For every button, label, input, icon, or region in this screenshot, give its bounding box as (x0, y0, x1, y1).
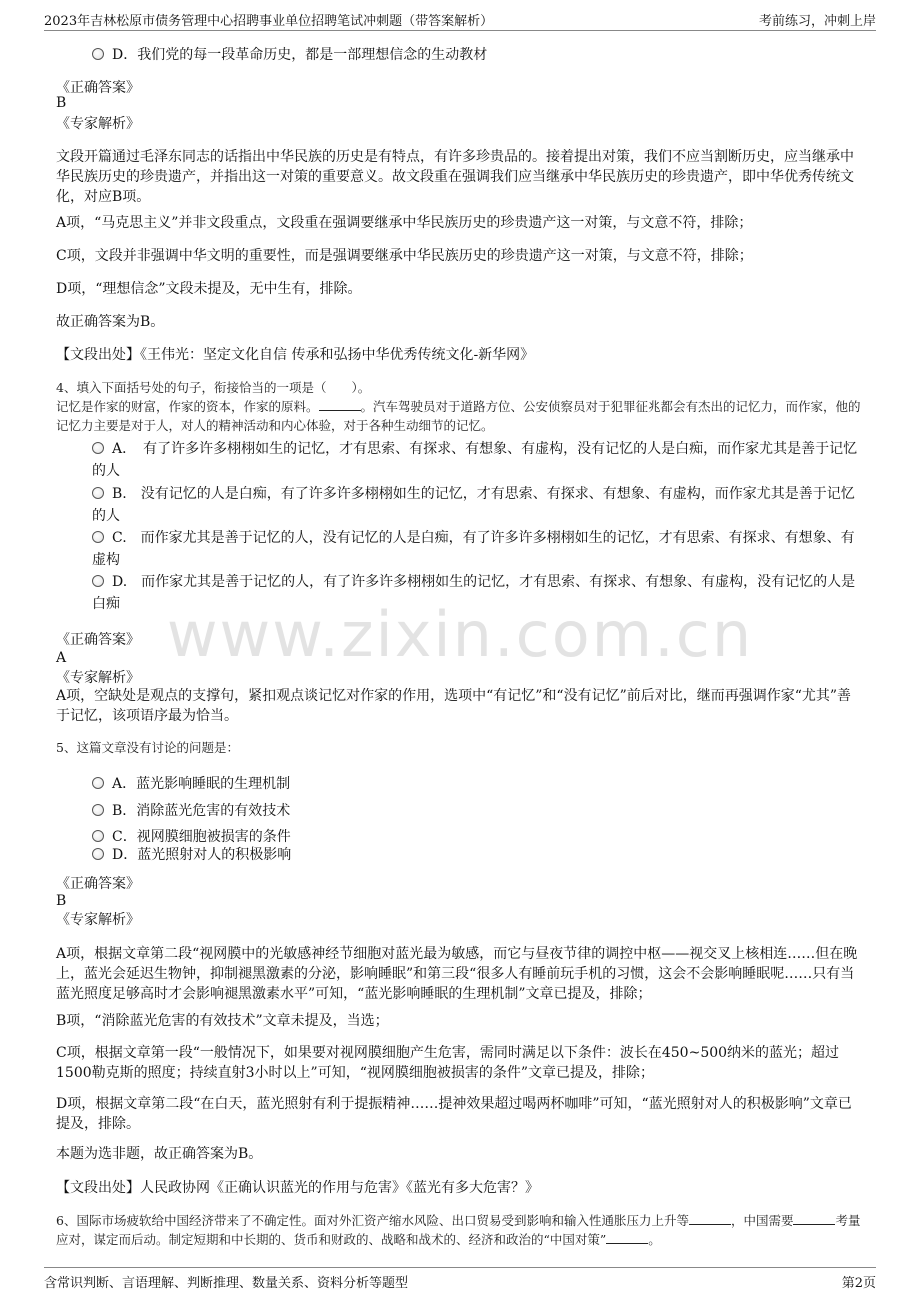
radio-icon[interactable] (92, 848, 104, 860)
page-header (0, 0, 920, 31)
q5-source: 【文段出处】人民政协网《正确认识蓝光的作用与危害》《蓝光有多大危害？》 (56, 1180, 539, 1196)
header-divider (44, 30, 876, 31)
watermark: www.zixin.com.cn (166, 598, 754, 671)
q4-analysis: A项，空缺处是观点的支撑句，紧扣观点谈记忆对作家的作用，选项中“有记忆”和“没有记忆”前后对比，继而再强调作家“尤其”善于记忆，该项语序最为恰当。 (56, 688, 852, 724)
q3-analysis-paragraph: 文段开篇通过毛泽东同志的话指出中华民族的历史是有特点，有许多珍贵品的。接着提出对策，我们不应当割断历史，应当继承中华民族历史的珍贵遗产，并指出这一对策的重要意义。故文段重在强调我们应当继承中华民族历史的珍贵遗产，即中华优秀传统文化，对应B项。 (56, 149, 854, 205)
blank-line (606, 1231, 648, 1244)
q4-analysis-label: 《专家解析》 (56, 670, 140, 686)
radio-icon[interactable] (92, 487, 104, 499)
q5-answer: B (56, 893, 67, 909)
q4-answer: A (56, 650, 67, 666)
q3-analysis-d: D项，“理想信念”文段未提及，无中生有，排除。 (56, 281, 362, 297)
footer-divider (44, 1267, 876, 1268)
radio-icon[interactable] (92, 575, 104, 587)
q5-analysis-d: D项，根据文章第二段“在白天，蓝光照射有利于提振精神……提神效果超过喝两杯咖啡”可知，“蓝光照射对人的积极影响”文章已提及，排除。 (56, 1096, 852, 1132)
radio-icon[interactable] (92, 777, 104, 789)
q5-option-c[interactable]: C．视网膜细胞被损害的条件 (92, 826, 864, 848)
q5-stem: 5、这篇文章没有讨论的问题是： (56, 740, 239, 755)
q3-source: 【文段出处】《王伟光：坚定文化自信 传承和弘扬中华优秀传统文化-新华网》 (56, 347, 535, 363)
q5-option-d[interactable]: D．蓝光照射对人的积极影响 (92, 844, 864, 866)
q5-analysis-label: 《专家解析》 (56, 912, 140, 928)
q3-analysis-c: C项，文段并非强调中华文明的重要性，而是强调要继承中华民族历史的珍贵遗产这一对策，与文意不符，排除； (56, 248, 753, 264)
radio-icon[interactable] (92, 48, 104, 60)
q5-analysis-a: A项，根据文章第二段“视网膜中的光敏感神经节细胞对蓝光最为敏感，而它与昼夜节律的调控中枢——视交叉上核相连……但在晚上，蓝光会延迟生物钟，抑制褪黑激素的分泌，影响睡眠”和第三段“很多人有睡前玩手机的习惯，这会不会影响睡眠呢……只有当蓝光照度足够高时才会影响褪黑激素水平”可知，“蓝光影响睡眠的生理机制”文章已提及，排除； (56, 946, 858, 1002)
header-title: 2023年吉林松原市债务管理中心招聘事业单位招聘笔试冲刺题（带答案解析） (44, 14, 494, 29)
q3-answer: B (56, 95, 67, 111)
footer-note: 含常识判断、言语理解、判断推理、数量关系、资料分析等题型 (44, 1276, 409, 1291)
q5-option-a[interactable]: A．蓝光影响睡眠的生理机制 (92, 773, 864, 795)
blank-line (689, 1212, 731, 1225)
radio-icon[interactable] (92, 830, 104, 842)
blank-line (319, 398, 361, 411)
q3-analysis-label: 《专家解析》 (56, 116, 140, 132)
q3-option-d[interactable]: D．我们党的每一段革命历史，都是一部理想信念的生动教材 (92, 44, 864, 66)
q4-passage: 记忆是作家的财富，作家的资本，作家的原料。 。汽车驾驶员对于道路方位、公安侦察员对于犯罪征兆都会有杰出的记忆力，而作家，他的记忆力主要是对于人，对人的精神活动和内心体验，对于各种生动细节的记忆。 (56, 399, 861, 433)
q4-option-d[interactable]: D. 而作家尤其是善于记忆的人，有了许多许多栩栩如生的记忆，才有思索、有探求、有想象、有虚构，没有记忆的人是白痴 (92, 574, 856, 612)
radio-icon[interactable] (92, 442, 104, 454)
q5-conclusion: 本题为选非题，故正确答案为B。 (56, 1146, 263, 1162)
q3-analysis-a: A项，“马克思主义”并非文段重点，文段重在强调要继承中华民族历史的珍贵遗产这一对策，与文意不符，排除； (56, 215, 753, 231)
q4-option-a[interactable]: A． 有了许多许多栩栩如生的记忆，才有思索、有探求、有想象、有虚构，没有记忆的人是白痴，而作家尤其是善于记忆的人 (92, 441, 858, 479)
q4-option-b[interactable]: B. 没有记忆的人是白痴，有了许多许多栩栩如生的记忆，才有思索、有探求、有想象、有虚构，而作家尤其是善于记忆的人 (92, 486, 855, 524)
q6-stem: 6、国际市场疲软给中国经济带来了不确定性。面对外汇资产缩水风险、出口贸易受到影响和输入性通胀压力上升等 ，中国需要 考量应对，谋定而后动。制定短期和中长期的、货币和财政的、战略和战术的、经济和政治的“中国对策” 。 (56, 1213, 861, 1247)
q4-option-c[interactable]: C. 而作家尤其是善于记忆的人，没有记忆的人是白痴，有了许多许多栩栩如生的记忆，才有思索、有探求、有想象、有虚构 (92, 530, 855, 568)
blank-line (793, 1212, 835, 1225)
q4-stem: 4、填入下面括号处的句子，衔接恰当的一项是（ ）。 (56, 380, 371, 395)
header-slogan: 考前练习，冲刺上岸 (758, 14, 876, 29)
radio-icon[interactable] (92, 804, 104, 816)
q5-option-b[interactable]: B．消除蓝光危害的有效技术 (92, 800, 864, 822)
q5-answer-label: 《正确答案》 (56, 876, 140, 892)
q3-conclusion: 故正确答案为B。 (56, 314, 165, 330)
q3-answer-label: 《正确答案》 (56, 80, 140, 96)
q5-analysis-b: B项，“消除蓝光危害的有效技术”文章未提及，当选； (56, 1013, 389, 1029)
q4-answer-label: 《正确答案》 (56, 632, 140, 648)
radio-icon[interactable] (92, 531, 104, 543)
q5-analysis-c: C项，根据文章第一段“一般情况下，如果要对视网膜细胞产生危害，需同时满足以下条件：波长在450~500纳米的蓝光；超过1500勒克斯的照度；持续直射3小时以上”可知，“视网膜细胞被损害的条件”文章已提及，排除； (56, 1045, 840, 1081)
page-number: 第2页 (841, 1276, 876, 1291)
